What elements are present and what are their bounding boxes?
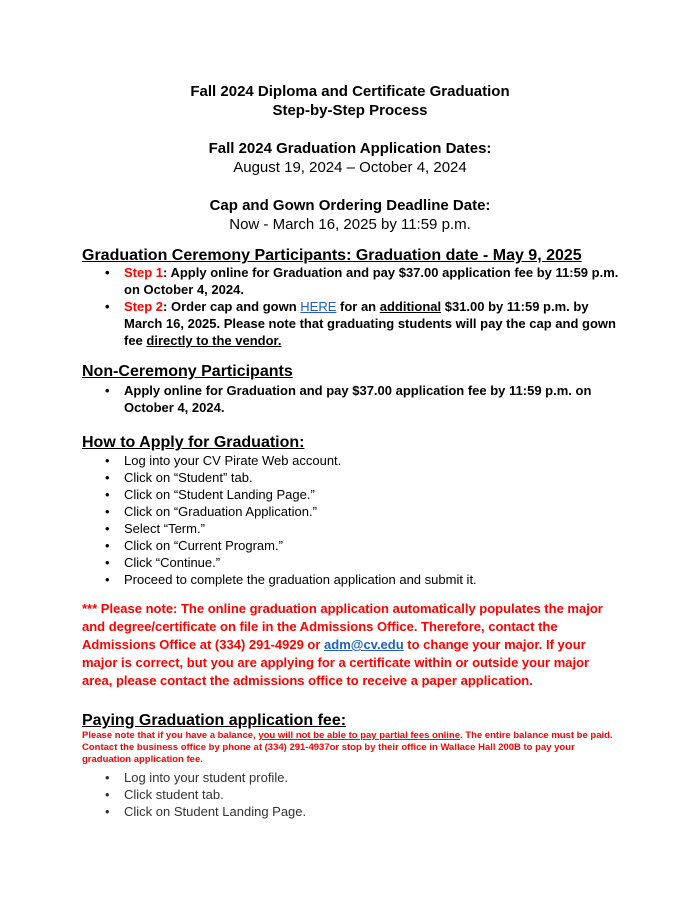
bullet-icon: • (105, 470, 110, 485)
how-to-apply-step: Click on “Graduation Application.” (124, 504, 317, 519)
paying-step: Click student tab. (124, 787, 224, 802)
step2-text: : Order cap and gown (163, 299, 301, 314)
ceremony-steps-list (100, 264, 620, 349)
step2-text: $31.00 by 11:59 p.m. by March 16, 2025. Please note that graduating students will pay the cap and gown fee (124, 299, 616, 348)
bullet-icon: • (105, 521, 110, 536)
vendor-text: directly to the vendor. (146, 333, 282, 348)
balance-note (82, 730, 622, 766)
ceremony-heading: Graduation Ceremony Participants: Graduation date - May 9, 2025 (82, 247, 582, 264)
note-text: *** Please note: The online graduation application automatically populates the major and degree/certificate on file in the Admissions Office. Therefore, contact the Admissions Office at (334) 291-4929 or (82, 601, 603, 652)
list-item (100, 803, 620, 820)
paying-fee-list (100, 769, 620, 820)
bullet-icon: • (105, 770, 110, 785)
bullet-icon: • (105, 299, 110, 314)
list-item (100, 264, 620, 298)
how-to-apply-list (100, 452, 620, 588)
bullet-icon: • (105, 504, 110, 519)
admissions-note (82, 600, 622, 690)
step1-label: Step 1 (124, 265, 164, 280)
list-item (100, 452, 620, 469)
how-to-apply-step: Click on “Current Program.” (124, 538, 283, 553)
how-to-apply-step: Log into your CV Pirate Web account. (124, 453, 342, 468)
step1-text: : Apply online for Graduation and pay $37.00 application fee by 11:59 p.m. on October 4, 2024. (124, 265, 619, 297)
step2-text: for an (336, 299, 380, 314)
how-to-apply-step: Click on “Student” tab. (124, 470, 253, 485)
list-item (100, 469, 620, 486)
page-subtitle: Step-by-Step Process (272, 102, 428, 119)
non-ceremony-list (100, 382, 620, 416)
application-dates: August 19, 2024 – October 4, 2024 (233, 159, 467, 176)
list-item (100, 520, 620, 537)
cap-gown-order-link[interactable]: HERE (300, 299, 337, 314)
bullet-icon: • (105, 804, 110, 819)
bullet-icon: • (105, 538, 110, 553)
bullet-icon: • (105, 265, 110, 280)
paying-fee-heading: Paying Graduation application fee: (82, 712, 347, 729)
bullet-icon: • (105, 572, 110, 587)
paying-step: Click on Student Landing Page. (124, 804, 307, 819)
list-item (100, 382, 620, 416)
list-item (100, 554, 620, 571)
bullet-icon: • (105, 383, 110, 398)
list-item (100, 786, 620, 803)
non-ceremony-item: Apply online for Graduation and pay $37.00 application fee by 11:59 p.m. on October 4, 2024. (124, 383, 592, 415)
page-title: Fall 2024 Diploma and Certificate Graduation (190, 83, 510, 100)
partial-fees-warning: you will not be able to pay partial fees online (258, 730, 460, 741)
how-to-apply-step: Proceed to complete the graduation application and submit it. (124, 572, 477, 587)
bullet-icon: • (105, 487, 110, 502)
cap-gown-deadline-title: Cap and Gown Ordering Deadline Date: (209, 197, 491, 214)
how-to-apply-step: Click “Continue.” (124, 555, 221, 570)
list-item (100, 298, 620, 349)
step2-label: Step 2 (124, 299, 164, 314)
bullet-icon: • (105, 453, 110, 468)
list-item (100, 537, 620, 554)
bullet-icon: • (105, 555, 110, 570)
additional-text: additional (379, 299, 442, 314)
list-item (100, 571, 620, 588)
cap-gown-deadline-dates: Now - March 16, 2025 by 11:59 p.m. (229, 216, 471, 233)
note-text: to change your major. If your major is correct, but you are applying for a certificate within or outside your major area, please contact the admissions office to receive a paper application. (82, 637, 590, 688)
list-item (100, 769, 620, 786)
note-text: Please note that if you have a balance, (82, 730, 259, 741)
admissions-email-link[interactable]: adm@cv.edu (324, 637, 404, 652)
bullet-icon: • (105, 787, 110, 802)
paying-step: Log into your student profile. (124, 770, 289, 785)
how-to-apply-step: Click on “Student Landing Page.” (124, 487, 315, 502)
list-item (100, 503, 620, 520)
note-text: . The entire balance must be paid. Contact the business office by phone at (334) 291-4937or stop by their office in Wallace Hall 200B to pay your graduation application fee. (82, 730, 613, 765)
how-to-apply-step: Select “Term.” (124, 521, 205, 536)
application-dates-title: Fall 2024 Graduation Application Dates: (208, 140, 492, 157)
list-item (100, 486, 620, 503)
non-ceremony-heading: Non-Ceremony Participants (82, 363, 293, 380)
how-to-apply-heading: How to Apply for Graduation: (82, 434, 305, 451)
